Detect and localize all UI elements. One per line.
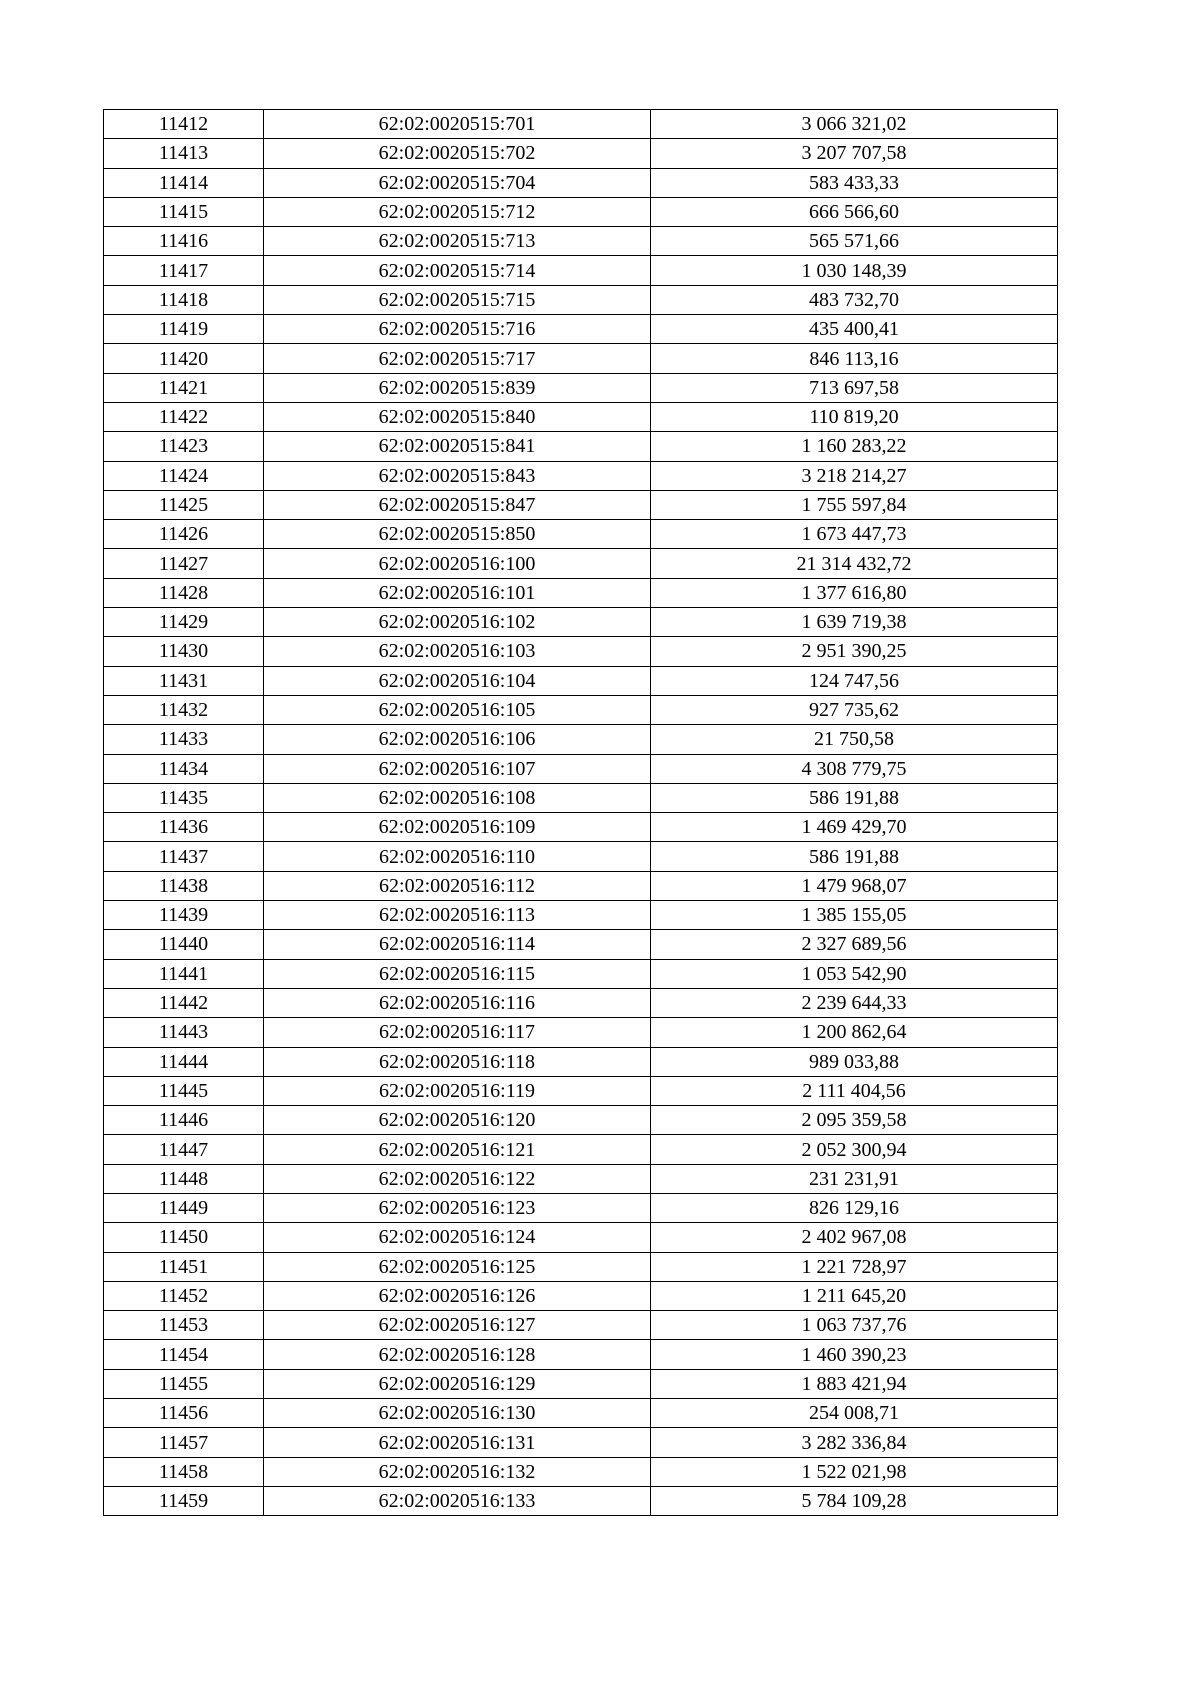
value-cell: 124 747,56 bbox=[651, 666, 1058, 695]
cadastral-number-cell: 62:02:0020516:104 bbox=[264, 666, 651, 695]
table-row bbox=[104, 1311, 1058, 1340]
value-cell: 4 308 779,75 bbox=[651, 754, 1058, 783]
row-number-cell: 11447 bbox=[104, 1135, 264, 1164]
value-cell: 435 400,41 bbox=[651, 315, 1058, 344]
table-row bbox=[104, 1076, 1058, 1105]
value-cell: 666 566,60 bbox=[651, 197, 1058, 226]
value-cell: 2 327 689,56 bbox=[651, 930, 1058, 959]
row-number-cell: 11414 bbox=[104, 168, 264, 197]
value-cell: 5 784 109,28 bbox=[651, 1486, 1058, 1515]
table-row bbox=[104, 637, 1058, 666]
value-cell: 565 571,66 bbox=[651, 227, 1058, 256]
value-cell: 21 750,58 bbox=[651, 725, 1058, 754]
row-number-cell: 11454 bbox=[104, 1340, 264, 1369]
row-number-cell: 11418 bbox=[104, 285, 264, 314]
value-cell: 1 479 968,07 bbox=[651, 871, 1058, 900]
table-row bbox=[104, 1223, 1058, 1252]
value-cell: 989 033,88 bbox=[651, 1047, 1058, 1076]
table-row bbox=[104, 1252, 1058, 1281]
row-number-cell: 11446 bbox=[104, 1106, 264, 1135]
table-row bbox=[104, 754, 1058, 783]
cadastral-number-cell: 62:02:0020516:103 bbox=[264, 637, 651, 666]
table-row bbox=[104, 402, 1058, 431]
row-number-cell: 11459 bbox=[104, 1486, 264, 1515]
table-row bbox=[104, 871, 1058, 900]
cadastral-number-cell: 62:02:0020516:124 bbox=[264, 1223, 651, 1252]
value-cell: 826 129,16 bbox=[651, 1193, 1058, 1222]
table-row bbox=[104, 549, 1058, 578]
row-number-cell: 11433 bbox=[104, 725, 264, 754]
cadastral-number-cell: 62:02:0020516:105 bbox=[264, 695, 651, 724]
cadastral-number-cell: 62:02:0020516:122 bbox=[264, 1164, 651, 1193]
cadastral-number-cell: 62:02:0020516:101 bbox=[264, 578, 651, 607]
table-body bbox=[104, 110, 1058, 1516]
cadastral-number-cell: 62:02:0020516:114 bbox=[264, 930, 651, 959]
row-number-cell: 11450 bbox=[104, 1223, 264, 1252]
cadastral-number-cell: 62:02:0020516:120 bbox=[264, 1106, 651, 1135]
value-cell: 1 883 421,94 bbox=[651, 1369, 1058, 1398]
row-number-cell: 11451 bbox=[104, 1252, 264, 1281]
table-row bbox=[104, 1369, 1058, 1398]
cadastral-number-cell: 62:02:0020515:715 bbox=[264, 285, 651, 314]
row-number-cell: 11445 bbox=[104, 1076, 264, 1105]
value-cell: 231 231,91 bbox=[651, 1164, 1058, 1193]
row-number-cell: 11416 bbox=[104, 227, 264, 256]
value-cell: 1 755 597,84 bbox=[651, 490, 1058, 519]
value-cell: 2 239 644,33 bbox=[651, 988, 1058, 1017]
row-number-cell: 11443 bbox=[104, 1018, 264, 1047]
row-number-cell: 11444 bbox=[104, 1047, 264, 1076]
row-number-cell: 11437 bbox=[104, 842, 264, 871]
row-number-cell: 11453 bbox=[104, 1311, 264, 1340]
value-cell: 846 113,16 bbox=[651, 344, 1058, 373]
cadastral-number-cell: 62:02:0020516:112 bbox=[264, 871, 651, 900]
cadastral-number-cell: 62:02:0020516:133 bbox=[264, 1486, 651, 1515]
row-number-cell: 11415 bbox=[104, 197, 264, 226]
cadastral-number-cell: 62:02:0020515:704 bbox=[264, 168, 651, 197]
table-row bbox=[104, 783, 1058, 812]
row-number-cell: 11419 bbox=[104, 315, 264, 344]
table-row bbox=[104, 197, 1058, 226]
table-row bbox=[104, 344, 1058, 373]
table-row bbox=[104, 959, 1058, 988]
row-number-cell: 11429 bbox=[104, 608, 264, 637]
value-cell: 3 282 336,84 bbox=[651, 1428, 1058, 1457]
table-row bbox=[104, 1486, 1058, 1515]
cadastral-number-cell: 62:02:0020516:116 bbox=[264, 988, 651, 1017]
row-number-cell: 11421 bbox=[104, 373, 264, 402]
table-row bbox=[104, 373, 1058, 402]
row-number-cell: 11439 bbox=[104, 901, 264, 930]
row-number-cell: 11430 bbox=[104, 637, 264, 666]
value-cell: 583 433,33 bbox=[651, 168, 1058, 197]
cadastral-number-cell: 62:02:0020516:110 bbox=[264, 842, 651, 871]
cadastral-number-cell: 62:02:0020516:131 bbox=[264, 1428, 651, 1457]
value-cell: 2 111 404,56 bbox=[651, 1076, 1058, 1105]
row-number-cell: 11457 bbox=[104, 1428, 264, 1457]
table-row bbox=[104, 1281, 1058, 1310]
table-row bbox=[104, 285, 1058, 314]
value-cell: 254 008,71 bbox=[651, 1399, 1058, 1428]
row-number-cell: 11423 bbox=[104, 432, 264, 461]
row-number-cell: 11432 bbox=[104, 695, 264, 724]
table-row bbox=[104, 256, 1058, 285]
value-cell: 1 063 737,76 bbox=[651, 1311, 1058, 1340]
value-cell: 1 385 155,05 bbox=[651, 901, 1058, 930]
row-number-cell: 11441 bbox=[104, 959, 264, 988]
table-row bbox=[104, 930, 1058, 959]
value-cell: 3 218 214,27 bbox=[651, 461, 1058, 490]
table-row bbox=[104, 1047, 1058, 1076]
table-row bbox=[104, 608, 1058, 637]
cadastral-number-cell: 62:02:0020516:128 bbox=[264, 1340, 651, 1369]
table-row bbox=[104, 1135, 1058, 1164]
table-row bbox=[104, 432, 1058, 461]
row-number-cell: 11426 bbox=[104, 520, 264, 549]
row-number-cell: 11417 bbox=[104, 256, 264, 285]
value-cell: 3 207 707,58 bbox=[651, 139, 1058, 168]
value-cell: 21 314 432,72 bbox=[651, 549, 1058, 578]
value-cell: 1 460 390,23 bbox=[651, 1340, 1058, 1369]
value-cell: 2 052 300,94 bbox=[651, 1135, 1058, 1164]
value-cell: 1 639 719,38 bbox=[651, 608, 1058, 637]
value-cell: 586 191,88 bbox=[651, 842, 1058, 871]
value-cell: 1 377 616,80 bbox=[651, 578, 1058, 607]
row-number-cell: 11456 bbox=[104, 1399, 264, 1428]
row-number-cell: 11420 bbox=[104, 344, 264, 373]
table-row bbox=[104, 1428, 1058, 1457]
cadastral-number-cell: 62:02:0020516:125 bbox=[264, 1252, 651, 1281]
table-row bbox=[104, 666, 1058, 695]
cadastral-number-cell: 62:02:0020515:850 bbox=[264, 520, 651, 549]
cadastral-number-cell: 62:02:0020516:113 bbox=[264, 901, 651, 930]
cadastral-number-cell: 62:02:0020516:123 bbox=[264, 1193, 651, 1222]
table-row bbox=[104, 1399, 1058, 1428]
table-row bbox=[104, 1457, 1058, 1486]
row-number-cell: 11428 bbox=[104, 578, 264, 607]
row-number-cell: 11435 bbox=[104, 783, 264, 812]
value-cell: 927 735,62 bbox=[651, 695, 1058, 724]
value-cell: 2 402 967,08 bbox=[651, 1223, 1058, 1252]
row-number-cell: 11422 bbox=[104, 402, 264, 431]
cadastral-number-cell: 62:02:0020516:129 bbox=[264, 1369, 651, 1398]
table-row bbox=[104, 490, 1058, 519]
table-row bbox=[104, 901, 1058, 930]
value-cell: 110 819,20 bbox=[651, 402, 1058, 431]
table-row bbox=[104, 813, 1058, 842]
value-cell: 1 030 148,39 bbox=[651, 256, 1058, 285]
row-number-cell: 11438 bbox=[104, 871, 264, 900]
cadastral-number-cell: 62:02:0020516:108 bbox=[264, 783, 651, 812]
table-row bbox=[104, 110, 1058, 139]
row-number-cell: 11434 bbox=[104, 754, 264, 783]
table-row bbox=[104, 168, 1058, 197]
cadastral-number-cell: 62:02:0020516:119 bbox=[264, 1076, 651, 1105]
cadastral-number-cell: 62:02:0020516:121 bbox=[264, 1135, 651, 1164]
cadastral-number-cell: 62:02:0020516:118 bbox=[264, 1047, 651, 1076]
table-row bbox=[104, 1340, 1058, 1369]
table-row bbox=[104, 1193, 1058, 1222]
value-cell: 1 221 728,97 bbox=[651, 1252, 1058, 1281]
cadastral-number-cell: 62:02:0020515:840 bbox=[264, 402, 651, 431]
table-row bbox=[104, 695, 1058, 724]
row-number-cell: 11440 bbox=[104, 930, 264, 959]
row-number-cell: 11442 bbox=[104, 988, 264, 1017]
value-cell: 2 095 359,58 bbox=[651, 1106, 1058, 1135]
value-cell: 483 732,70 bbox=[651, 285, 1058, 314]
table-row bbox=[104, 520, 1058, 549]
cadastral-number-cell: 62:02:0020515:841 bbox=[264, 432, 651, 461]
row-number-cell: 11431 bbox=[104, 666, 264, 695]
value-cell: 1 160 283,22 bbox=[651, 432, 1058, 461]
table-row bbox=[104, 315, 1058, 344]
cadastral-number-cell: 62:02:0020516:109 bbox=[264, 813, 651, 842]
value-cell: 1 211 645,20 bbox=[651, 1281, 1058, 1310]
cadastral-number-cell: 62:02:0020515:712 bbox=[264, 197, 651, 226]
value-cell: 2 951 390,25 bbox=[651, 637, 1058, 666]
row-number-cell: 11413 bbox=[104, 139, 264, 168]
cadastral-number-cell: 62:02:0020515:702 bbox=[264, 139, 651, 168]
row-number-cell: 11436 bbox=[104, 813, 264, 842]
cadastral-number-cell: 62:02:0020515:714 bbox=[264, 256, 651, 285]
value-cell: 1 053 542,90 bbox=[651, 959, 1058, 988]
cadastral-number-cell: 62:02:0020516:132 bbox=[264, 1457, 651, 1486]
row-number-cell: 11424 bbox=[104, 461, 264, 490]
value-cell: 3 066 321,02 bbox=[651, 110, 1058, 139]
value-cell: 713 697,58 bbox=[651, 373, 1058, 402]
table-row bbox=[104, 842, 1058, 871]
table-row bbox=[104, 578, 1058, 607]
value-cell: 586 191,88 bbox=[651, 783, 1058, 812]
table-row bbox=[104, 988, 1058, 1017]
table-row bbox=[104, 725, 1058, 754]
cadastral-number-cell: 62:02:0020515:701 bbox=[264, 110, 651, 139]
row-number-cell: 11455 bbox=[104, 1369, 264, 1398]
cadastral-value-table bbox=[103, 109, 1058, 1516]
value-cell: 1 673 447,73 bbox=[651, 520, 1058, 549]
cadastral-number-cell: 62:02:0020516:102 bbox=[264, 608, 651, 637]
value-cell: 1 200 862,64 bbox=[651, 1018, 1058, 1047]
cadastral-number-cell: 62:02:0020516:117 bbox=[264, 1018, 651, 1047]
cadastral-number-cell: 62:02:0020515:717 bbox=[264, 344, 651, 373]
cadastral-number-cell: 62:02:0020515:713 bbox=[264, 227, 651, 256]
cadastral-number-cell: 62:02:0020515:843 bbox=[264, 461, 651, 490]
row-number-cell: 11412 bbox=[104, 110, 264, 139]
cadastral-number-cell: 62:02:0020515:716 bbox=[264, 315, 651, 344]
cadastral-number-cell: 62:02:0020516:106 bbox=[264, 725, 651, 754]
cadastral-number-cell: 62:02:0020516:100 bbox=[264, 549, 651, 578]
value-cell: 1 469 429,70 bbox=[651, 813, 1058, 842]
value-cell: 1 522 021,98 bbox=[651, 1457, 1058, 1486]
row-number-cell: 11448 bbox=[104, 1164, 264, 1193]
cadastral-number-cell: 62:02:0020516:107 bbox=[264, 754, 651, 783]
row-number-cell: 11449 bbox=[104, 1193, 264, 1222]
cadastral-number-cell: 62:02:0020515:847 bbox=[264, 490, 651, 519]
table-row bbox=[104, 461, 1058, 490]
row-number-cell: 11458 bbox=[104, 1457, 264, 1486]
table-row bbox=[104, 139, 1058, 168]
row-number-cell: 11425 bbox=[104, 490, 264, 519]
cadastral-number-cell: 62:02:0020516:115 bbox=[264, 959, 651, 988]
row-number-cell: 11427 bbox=[104, 549, 264, 578]
table-row bbox=[104, 227, 1058, 256]
table-row bbox=[104, 1106, 1058, 1135]
table-row bbox=[104, 1164, 1058, 1193]
cadastral-number-cell: 62:02:0020516:130 bbox=[264, 1399, 651, 1428]
cadastral-number-cell: 62:02:0020515:839 bbox=[264, 373, 651, 402]
row-number-cell: 11452 bbox=[104, 1281, 264, 1310]
cadastral-number-cell: 62:02:0020516:126 bbox=[264, 1281, 651, 1310]
cadastral-number-cell: 62:02:0020516:127 bbox=[264, 1311, 651, 1340]
table-row bbox=[104, 1018, 1058, 1047]
